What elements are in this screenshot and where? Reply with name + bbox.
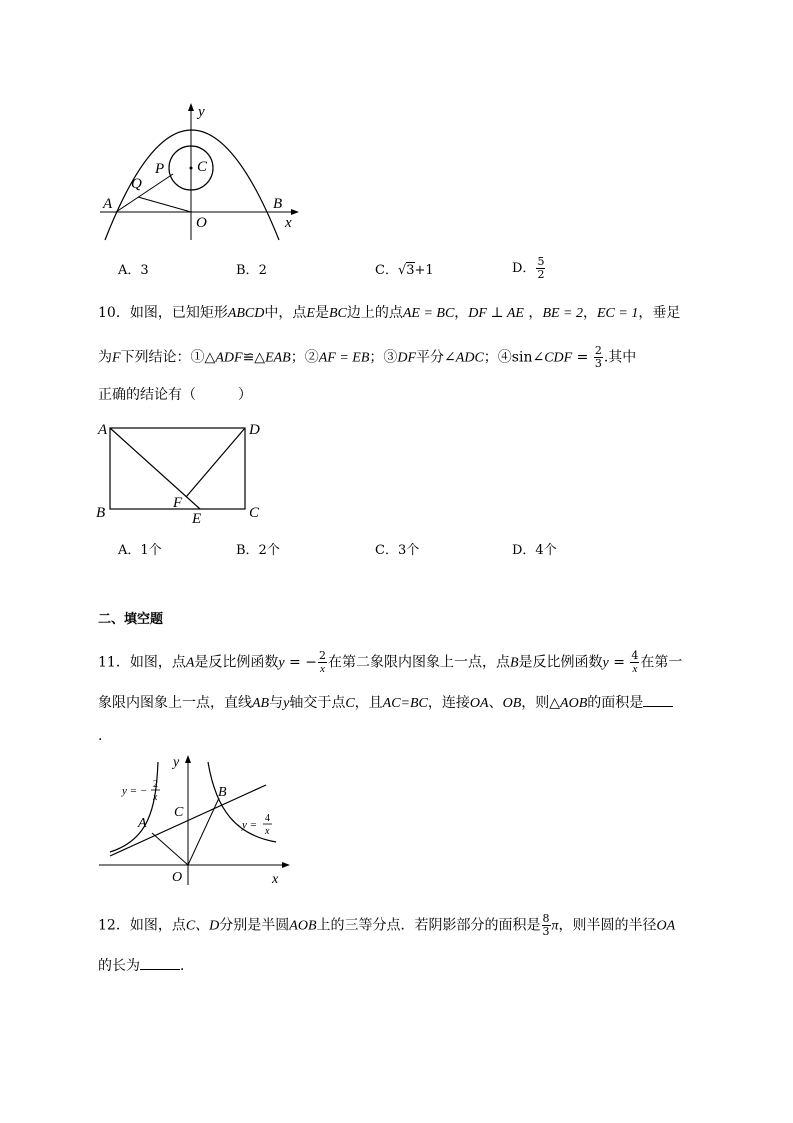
segment-a-p xyxy=(116,174,173,212)
label-f: F xyxy=(173,495,183,511)
math-be: BE = 2 xyxy=(542,306,583,321)
label-o: O xyxy=(196,215,207,231)
denominator: 2 xyxy=(537,268,545,281)
option-letter: D． xyxy=(512,261,536,276)
numerator: 5 xyxy=(537,255,545,268)
text: 11．如图，点 xyxy=(98,654,186,671)
answer-blank[interactable] xyxy=(643,692,673,707)
text: 是反比例函数 xyxy=(194,654,279,671)
math-a: A xyxy=(185,655,195,671)
text: ， xyxy=(583,305,597,321)
text: 象限内图象上一点，直线 xyxy=(98,695,252,711)
math-abcd: ABCD xyxy=(227,306,265,321)
x-axis-arrow xyxy=(291,209,299,215)
text: 10．如图，已知矩形 xyxy=(98,305,228,321)
math-oa: OA xyxy=(656,918,676,934)
text: = − xyxy=(284,654,317,671)
text: = xyxy=(572,349,593,366)
numerator: 8 xyxy=(542,912,550,925)
text: ；③ xyxy=(369,349,398,366)
label-c: C xyxy=(197,159,208,175)
math-adc: ADC xyxy=(455,350,484,366)
y-axis-arrow xyxy=(188,103,194,111)
hyperbola-left xyxy=(110,762,158,852)
text: ，连接 xyxy=(427,695,470,711)
q11-line-1 xyxy=(98,650,682,675)
text: 、 xyxy=(488,695,503,711)
math-cdf: CDF xyxy=(544,350,573,366)
text: ，则半圆的半径 xyxy=(558,917,657,934)
text: ， xyxy=(454,305,469,321)
denominator: x xyxy=(632,663,638,675)
q9-option-d[interactable] xyxy=(512,256,546,281)
text: = xyxy=(608,654,630,671)
math-df: DF xyxy=(397,350,417,366)
text: 12．如图，点 xyxy=(98,917,186,934)
text: 轴交于点 xyxy=(289,695,346,711)
label-e: E xyxy=(192,511,202,527)
denominator: 3 xyxy=(594,357,602,370)
text: ；② xyxy=(290,349,319,366)
formula-right-den: x xyxy=(265,826,270,837)
math-af-eb: AF = EB xyxy=(318,350,370,366)
segment-q-o xyxy=(138,197,191,212)
math-b: B xyxy=(509,655,519,671)
segment-d-f xyxy=(186,428,245,497)
fraction xyxy=(630,650,639,675)
formula-left-num: 2 xyxy=(153,779,158,790)
text: 分别是半圆 xyxy=(219,917,290,934)
text: 下列结论：①△ xyxy=(120,349,216,366)
numerator: 2 xyxy=(594,344,602,357)
segment-o-b xyxy=(188,798,219,865)
math-f: F xyxy=(112,350,121,366)
math-e: E xyxy=(306,306,315,321)
math-aob: AOB xyxy=(560,696,588,711)
label-q: Q xyxy=(131,176,142,192)
q10-option-d[interactable]: D．4个 xyxy=(512,543,557,558)
math-ab: AB xyxy=(252,696,270,711)
math-oa: OA xyxy=(469,696,489,711)
label-x: x xyxy=(285,215,292,231)
q10-line-2 xyxy=(98,345,636,370)
sqrt-sign: √ xyxy=(397,263,407,278)
q12-line-1 xyxy=(98,913,675,938)
text: 在第二象限内图象上一点，点 xyxy=(327,654,510,671)
fraction xyxy=(536,256,545,281)
option-letter: C． xyxy=(375,263,398,278)
math-pi: π xyxy=(551,918,559,934)
math-y: y xyxy=(602,655,609,671)
text: 边上的点 xyxy=(346,305,403,321)
figure-hyperbolas xyxy=(96,750,296,890)
text: 为 xyxy=(98,349,112,366)
text: 与 xyxy=(269,695,284,711)
math-df-perp-ae: DF ⊥ AE xyxy=(468,306,524,321)
q10-option-b[interactable]: B．2个 xyxy=(236,543,280,558)
q11-line-2 xyxy=(98,692,673,714)
option-value: 2 xyxy=(258,263,267,278)
label-y: y xyxy=(198,104,205,120)
math-eab: EAB xyxy=(265,350,291,366)
text: 平分∠ xyxy=(416,349,456,366)
text: 中，点 xyxy=(264,305,307,321)
text: ，且 xyxy=(354,695,383,711)
center-c-dot xyxy=(190,167,193,170)
x-axis-arrow xyxy=(282,862,290,868)
option-letter: B． xyxy=(236,263,259,278)
fraction xyxy=(542,913,551,938)
text: .其中 xyxy=(603,349,637,366)
numerator: 4 xyxy=(631,649,639,662)
text: ，垂足 xyxy=(638,305,681,321)
text: ；④ xyxy=(483,349,512,366)
math-ac-bc: AC=BC xyxy=(382,696,428,711)
label-c: C xyxy=(249,505,260,521)
fraction xyxy=(318,650,327,675)
option-tail: +1 xyxy=(414,263,434,278)
math-aob: AOB xyxy=(289,918,317,934)
math-c: C xyxy=(345,696,355,711)
math-bc: BC xyxy=(328,306,347,321)
label-a: A xyxy=(103,196,113,212)
text: 是反比例函数 xyxy=(518,654,603,671)
y-axis-arrow xyxy=(185,755,191,763)
label-y: y xyxy=(173,755,180,770)
q10-line-3: 正确的结论有（ ） xyxy=(98,387,252,403)
label-p: P xyxy=(155,161,165,177)
answer-blank[interactable] xyxy=(140,955,180,970)
label-c: C xyxy=(174,805,184,820)
text: 的面积是 xyxy=(587,695,644,711)
math-sin: sin∠ xyxy=(511,349,545,366)
formula-left-lhs: y = − xyxy=(122,785,148,797)
option-value: 3 xyxy=(140,263,149,278)
text: ， xyxy=(523,305,543,321)
label-x: x xyxy=(272,872,279,887)
formula-left-den: x xyxy=(153,792,158,803)
text: 在第一 xyxy=(640,654,683,671)
figure-parabola-circle xyxy=(95,100,315,245)
denominator: x xyxy=(320,663,325,675)
radicand: 3 xyxy=(406,263,415,278)
math-y: y xyxy=(278,655,285,671)
label-d: D xyxy=(249,422,260,438)
text: 的长为 xyxy=(98,958,140,974)
q9-option-b[interactable] xyxy=(236,262,267,280)
section-heading: 二、填空题 xyxy=(98,612,164,627)
formula-right-num: 4 xyxy=(265,813,270,824)
q10-line-1 xyxy=(98,303,680,324)
text: 上的三等分点．若阴影部分的面积是 xyxy=(316,917,541,934)
label-a: A xyxy=(138,816,147,831)
label-a: A xyxy=(98,422,108,438)
text: ≌△ xyxy=(242,349,266,366)
label-b: B xyxy=(96,505,106,521)
label-o: O xyxy=(172,870,183,885)
q10-option-a[interactable]: A．1个 xyxy=(118,543,162,558)
option-letter: A． xyxy=(118,263,141,278)
math-ec: EC = 1 xyxy=(597,306,639,321)
figure-rectangle-abcd xyxy=(92,418,272,530)
numerator: 2 xyxy=(318,649,326,662)
label-b: B xyxy=(218,785,227,800)
q11-line-3: . xyxy=(98,728,103,744)
math-c-d: C、D xyxy=(185,918,220,934)
text: ，则△ xyxy=(521,695,561,711)
q12-line-2 xyxy=(98,955,194,976)
math-adf: ADF xyxy=(215,350,243,366)
q10-option-c[interactable]: C．3个 xyxy=(375,543,420,558)
denominator: 3 xyxy=(542,925,550,938)
math-y: y xyxy=(283,696,290,711)
label-b: B xyxy=(273,196,283,212)
fraction xyxy=(594,345,603,370)
math-ob: OB xyxy=(502,696,522,711)
text: 是 xyxy=(314,305,329,321)
q9-option-a[interactable] xyxy=(118,262,149,280)
text: ． xyxy=(180,958,194,974)
q9-option-c[interactable] xyxy=(375,262,434,280)
segment-o-a xyxy=(152,833,188,865)
math-ae-bc: AE = BC xyxy=(402,306,455,321)
formula-right-lhs: y = xyxy=(242,819,258,831)
